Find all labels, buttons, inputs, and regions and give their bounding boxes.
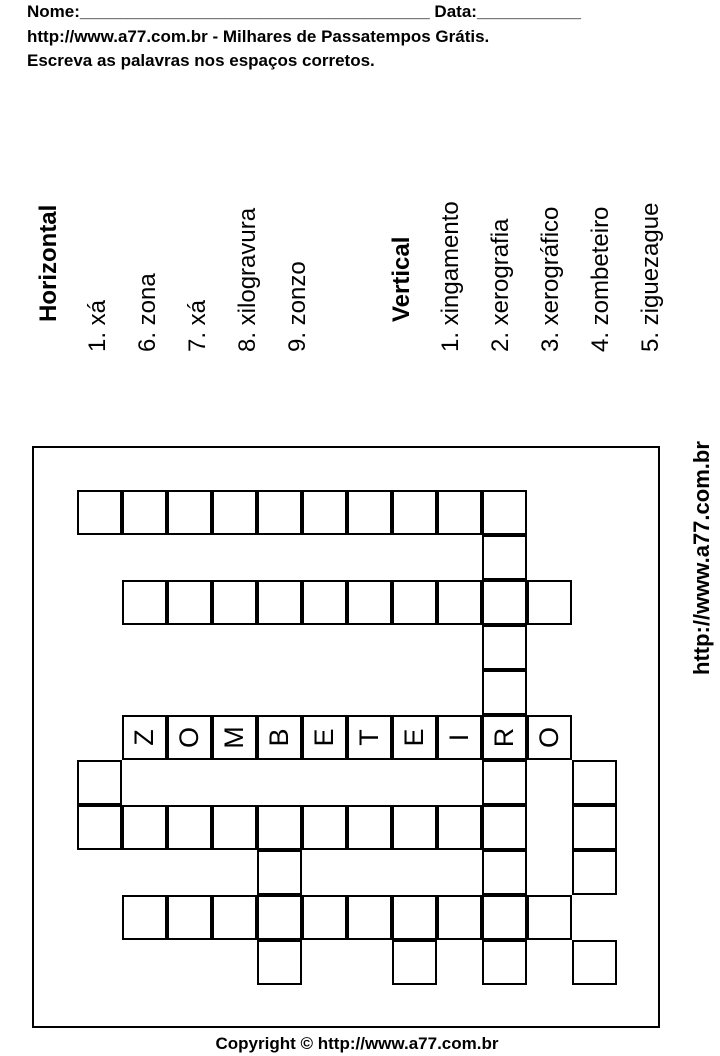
side-url: http://www.a77.com.br	[689, 441, 714, 675]
crossword-cell[interactable]	[212, 805, 257, 850]
crossword-cell[interactable]	[437, 715, 482, 760]
crossword-cell[interactable]	[257, 805, 302, 850]
crossword-cell[interactable]	[347, 805, 392, 850]
horizontal-clue-8: 8. xilogravura	[234, 207, 261, 352]
crossword-cell[interactable]	[212, 715, 257, 760]
horizontal-clue-1: 1. xá	[84, 299, 111, 352]
crossword-cell[interactable]	[302, 895, 347, 940]
crossword-cell[interactable]	[167, 805, 212, 850]
crossword-cell[interactable]	[482, 535, 527, 580]
crossword-cell[interactable]	[257, 940, 302, 985]
crossword-cell[interactable]	[527, 895, 572, 940]
crossword-cell[interactable]	[392, 805, 437, 850]
crossword-cell[interactable]	[122, 715, 167, 760]
crossword-cell[interactable]	[572, 805, 617, 850]
cell-letter: B	[264, 728, 294, 747]
vertical-clue-5: 5. ziguezague	[637, 202, 664, 352]
crossword-cell[interactable]	[437, 895, 482, 940]
site-title-line: http://www.a77.com.br - Milhares de Passatempos Grátis.	[27, 27, 490, 46]
crossword-cell[interactable]	[392, 895, 437, 940]
cell-letter: T	[354, 729, 384, 746]
crossword-cell[interactable]	[437, 580, 482, 625]
vertical-clue-1: 1. xingamento	[437, 201, 464, 352]
cell-letter: M	[219, 726, 249, 749]
crossword-cell[interactable]	[572, 940, 617, 985]
crossword-cell[interactable]	[257, 850, 302, 895]
horizontal-title: Horizontal	[35, 204, 62, 322]
crossword-cell[interactable]	[437, 805, 482, 850]
crossword-cell[interactable]	[392, 940, 437, 985]
crossword-cell[interactable]	[482, 805, 527, 850]
crossword-cell[interactable]	[212, 490, 257, 535]
crossword-cell[interactable]	[482, 490, 527, 535]
crossword-cell[interactable]	[257, 490, 302, 535]
cell-letter: O	[534, 727, 564, 749]
crossword-cell[interactable]	[77, 805, 122, 850]
instructions-line: Escreva as palavras nos espaços corretos.	[27, 51, 375, 70]
crossword-cell[interactable]	[212, 580, 257, 625]
crossword-cell[interactable]	[482, 580, 527, 625]
horizontal-clue-9: 9. zonzo	[284, 261, 311, 352]
crossword-cell[interactable]	[482, 670, 527, 715]
vertical-clue-4: 4. zombeteiro	[587, 206, 614, 352]
crossword-cell[interactable]	[302, 715, 347, 760]
crossword-cell[interactable]	[122, 805, 167, 850]
crossword-cell[interactable]	[167, 715, 212, 760]
crossword-cell[interactable]	[437, 490, 482, 535]
crossword-cell[interactable]	[347, 715, 392, 760]
crossword-cell[interactable]	[482, 625, 527, 670]
vertical-clue-2: 2. xerografia	[487, 218, 514, 352]
horizontal-clue-6: 6. zona	[134, 273, 161, 352]
horizontal-clue-7: 7. xá	[184, 299, 211, 352]
crossword-cell[interactable]	[572, 850, 617, 895]
crossword-cell[interactable]	[212, 895, 257, 940]
crossword-cell[interactable]	[302, 805, 347, 850]
crossword-cell[interactable]	[167, 490, 212, 535]
crossword-cell[interactable]	[482, 760, 527, 805]
crossword-cell[interactable]	[257, 895, 302, 940]
crossword-cell[interactable]	[482, 715, 527, 760]
cell-letter: R	[489, 727, 519, 748]
crossword-cell[interactable]	[257, 715, 302, 760]
crossword-cell[interactable]	[77, 490, 122, 535]
crossword-cell[interactable]	[77, 760, 122, 805]
crossword-cell[interactable]	[482, 895, 527, 940]
crossword-cell[interactable]	[392, 580, 437, 625]
vertical-clue-3: 3. xerográfico	[537, 206, 564, 352]
crossword-cell[interactable]	[122, 580, 167, 625]
crossword-cell[interactable]	[302, 490, 347, 535]
crossword-cell[interactable]	[392, 715, 437, 760]
copyright-footer: Copyright © http://www.a77.com.br	[215, 1034, 499, 1053]
crossword-cell[interactable]	[572, 760, 617, 805]
cell-letter: I	[444, 733, 474, 742]
crossword-cell[interactable]	[122, 490, 167, 535]
crossword-cell[interactable]	[347, 580, 392, 625]
vertical-title: Vertical	[388, 236, 415, 322]
crossword-cell[interactable]	[482, 940, 527, 985]
crossword-cell[interactable]	[257, 580, 302, 625]
name-date-line: Nome:_____________________________________ Data:___________	[27, 2, 581, 21]
crossword-cell[interactable]	[167, 895, 212, 940]
cell-letter: E	[399, 728, 429, 747]
crossword-cell[interactable]	[167, 580, 212, 625]
crossword-cell[interactable]	[527, 715, 572, 760]
cell-letter: O	[174, 727, 204, 749]
crossword-cell[interactable]	[392, 490, 437, 535]
crossword-cell[interactable]	[347, 490, 392, 535]
cell-letter: Z	[129, 729, 159, 746]
crossword-cell[interactable]	[527, 580, 572, 625]
cell-letter: E	[309, 728, 339, 747]
crossword-cell[interactable]	[347, 895, 392, 940]
crossword-cell[interactable]	[482, 850, 527, 895]
crossword-cell[interactable]	[302, 580, 347, 625]
crossword-cell[interactable]	[122, 895, 167, 940]
